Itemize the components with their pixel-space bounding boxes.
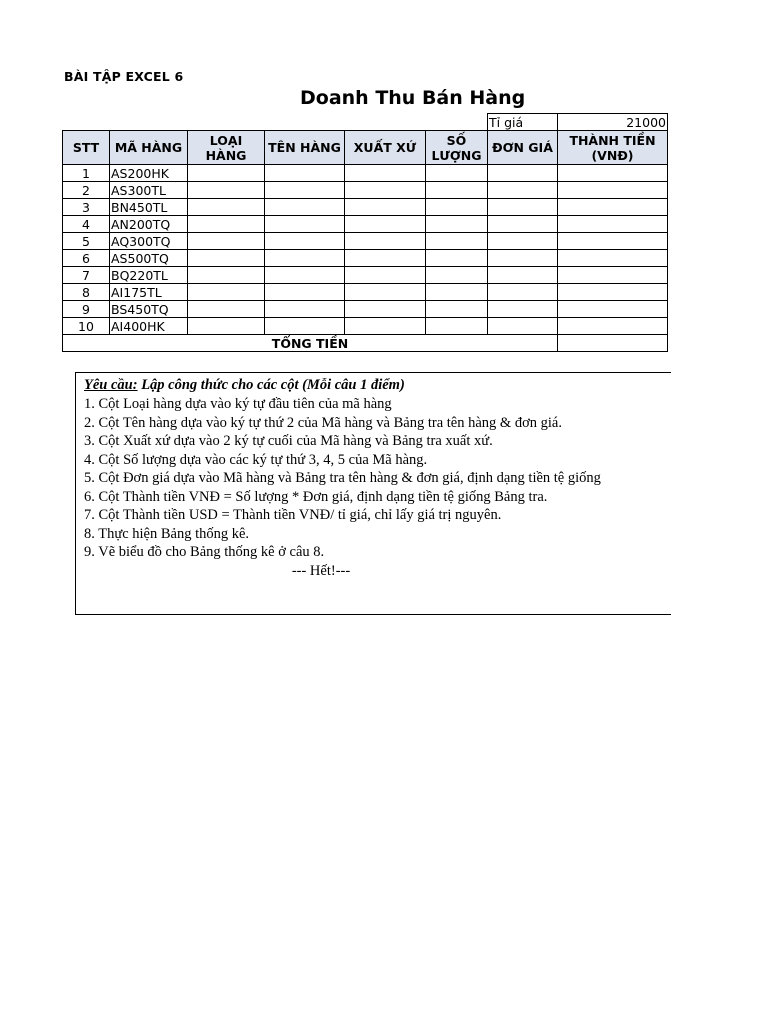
thanh-tien-cell[interactable] <box>558 250 668 267</box>
ma-hang-cell[interactable]: AS300TL <box>110 182 188 199</box>
ten-hang-cell[interactable] <box>265 301 345 318</box>
thanh-tien-cell[interactable] <box>558 318 668 335</box>
ma-hang-cell[interactable]: AI400HK <box>110 318 188 335</box>
table-row <box>63 267 668 284</box>
total-label[interactable]: TỔNG TIỀN <box>63 335 558 352</box>
header-ma-hang[interactable]: MÃ HÀNG <box>110 131 188 165</box>
xuat-xu-cell[interactable] <box>345 284 426 301</box>
ma-hang-cell[interactable]: AN200TQ <box>110 216 188 233</box>
requirements-heading <box>84 376 671 395</box>
don-gia-cell[interactable] <box>488 318 558 335</box>
xuat-xu-cell[interactable] <box>345 165 426 182</box>
so-luong-cell[interactable] <box>426 165 488 182</box>
so-luong-cell[interactable] <box>426 318 488 335</box>
don-gia-cell[interactable] <box>488 199 558 216</box>
requirement-item: 6. Cột Thành tiền VNĐ = Số lượng * Đơn giá, định dạng tiền tệ giống Bảng tra. <box>84 488 548 505</box>
don-gia-cell[interactable] <box>488 284 558 301</box>
don-gia-cell[interactable] <box>488 267 558 284</box>
don-gia-cell[interactable] <box>488 165 558 182</box>
thanh-tien-cell[interactable] <box>558 284 668 301</box>
thanh-tien-cell[interactable] <box>558 182 668 199</box>
total-value-cell[interactable] <box>558 335 668 352</box>
sales-table <box>62 113 668 352</box>
end-marker: --- Hết!--- <box>291 562 351 579</box>
loai-hang-cell[interactable] <box>188 199 265 216</box>
header-so-luong[interactable]: SỐ LƯỢNG <box>426 131 488 165</box>
xuat-xu-cell[interactable] <box>345 216 426 233</box>
table-row <box>63 233 668 250</box>
loai-hang-cell[interactable] <box>188 250 265 267</box>
xuat-xu-cell[interactable] <box>345 233 426 250</box>
requirements-heading-label: Yêu cầu: <box>84 377 138 393</box>
don-gia-cell[interactable] <box>488 216 558 233</box>
stt-cell[interactable]: 3 <box>63 199 110 216</box>
table-row <box>63 318 668 335</box>
exercise-title: BÀI TẬP EXCEL 6 <box>64 69 184 84</box>
table-row <box>63 182 668 199</box>
blank-cell <box>63 114 488 131</box>
requirement-item: 7. Cột Thành tiền USD = Thành tiền VNĐ/ tỉ giá, chỉ lấy giá trị nguyên. <box>84 507 502 523</box>
loai-hang-cell[interactable] <box>188 182 265 199</box>
stt-cell[interactable]: 7 <box>63 267 110 284</box>
loai-hang-cell[interactable] <box>188 284 265 301</box>
stt-cell[interactable]: 6 <box>63 250 110 267</box>
don-gia-cell[interactable] <box>488 301 558 318</box>
exchange-rate-label[interactable]: Tỉ giá <box>488 114 558 131</box>
requirements-heading-text: Lập công thức cho các cột (Mỗi câu 1 điểm) <box>137 377 405 393</box>
ten-hang-cell[interactable] <box>265 318 345 335</box>
header-loai-hang[interactable]: LOẠI HÀNG <box>188 131 265 165</box>
stt-cell[interactable]: 8 <box>63 284 110 301</box>
xuat-xu-cell[interactable] <box>345 250 426 267</box>
loai-hang-cell[interactable] <box>188 216 265 233</box>
table-body <box>63 165 668 335</box>
ma-hang-cell[interactable]: BN450TL <box>110 199 188 216</box>
header-don-gia[interactable]: ĐƠN GIÁ <box>488 131 558 165</box>
ten-hang-cell[interactable] <box>265 199 345 216</box>
header-stt[interactable]: STT <box>63 131 110 165</box>
stt-cell[interactable]: 1 <box>63 165 110 182</box>
ten-hang-cell[interactable] <box>265 284 345 301</box>
header-xuat-xu[interactable]: XUẤT XỨ <box>345 131 426 165</box>
loai-hang-cell[interactable] <box>188 233 265 250</box>
table-header-row <box>63 131 668 165</box>
header-ten-hang[interactable]: TÊN HÀNG <box>265 131 345 165</box>
xuat-xu-cell[interactable] <box>345 182 426 199</box>
thanh-tien-cell[interactable] <box>558 199 668 216</box>
stt-cell[interactable]: 4 <box>63 216 110 233</box>
total-row <box>63 335 668 352</box>
ten-hang-cell[interactable] <box>265 233 345 250</box>
exchange-rate-row <box>63 114 668 131</box>
so-luong-cell[interactable] <box>426 284 488 301</box>
requirement-item: 4. Cột Số lượng dựa vào các ký tự thứ 3, 4, 5 của Mã hàng. <box>84 451 428 468</box>
requirement-item: 3. Cột Xuất xứ dựa vào 2 ký tự cuối của Mã hàng và Bảng tra xuất xứ. <box>84 433 493 449</box>
loai-hang-cell[interactable] <box>188 165 265 182</box>
table-row <box>63 199 668 216</box>
table-row <box>63 216 668 233</box>
so-luong-cell[interactable] <box>426 301 488 318</box>
loai-hang-cell[interactable] <box>188 318 265 335</box>
table-row <box>63 284 668 301</box>
thanh-tien-cell[interactable] <box>558 301 668 318</box>
ma-hang-cell[interactable]: AQ300TQ <box>110 233 188 250</box>
thanh-tien-cell[interactable] <box>558 233 668 250</box>
ten-hang-cell[interactable] <box>265 250 345 267</box>
loai-hang-cell[interactable] <box>188 267 265 284</box>
table-row <box>63 165 668 182</box>
header-thanh-tien[interactable]: THÀNH TIỀN (VNĐ) <box>558 131 668 165</box>
ma-hang-cell[interactable]: BS450TQ <box>110 301 188 318</box>
table-row <box>63 250 668 267</box>
ma-hang-cell[interactable]: BQ220TL <box>110 267 188 284</box>
so-luong-cell[interactable] <box>426 182 488 199</box>
stt-cell[interactable]: 2 <box>63 182 110 199</box>
xuat-xu-cell[interactable] <box>345 267 426 284</box>
so-luong-cell[interactable] <box>426 250 488 267</box>
requirement-item: 2. Cột Tên hàng dựa vào ký tự thứ 2 của Mã hàng và Bảng tra tên hàng & đơn giá. <box>84 414 562 431</box>
ten-hang-cell[interactable] <box>265 267 345 284</box>
stt-cell[interactable]: 10 <box>63 318 110 335</box>
ten-hang-cell[interactable] <box>265 216 345 233</box>
page-title: Doanh Thu Bán Hàng <box>300 87 526 109</box>
requirement-item: 5. Cột Đơn giá dựa vào Mã hàng và Bảng tra tên hàng & đơn giá, định dạng tiền tệ giống <box>84 470 601 486</box>
thanh-tien-cell[interactable] <box>558 267 668 284</box>
loai-hang-cell[interactable] <box>188 301 265 318</box>
don-gia-cell[interactable] <box>488 182 558 199</box>
don-gia-cell[interactable] <box>488 233 558 250</box>
requirement-item: 8. Thực hiện Bảng thống kê. <box>84 525 250 542</box>
requirement-item: 9. Vẽ biểu đồ cho Bảng thống kê ở câu 8. <box>84 544 325 560</box>
xuat-xu-cell[interactable] <box>345 318 426 335</box>
ten-hang-cell[interactable] <box>265 182 345 199</box>
xuat-xu-cell[interactable] <box>345 301 426 318</box>
table-row <box>63 301 668 318</box>
requirements-box <box>75 372 671 615</box>
ma-hang-cell[interactable]: AI175TL <box>110 284 188 301</box>
ma-hang-cell[interactable]: AS500TQ <box>110 250 188 267</box>
thanh-tien-cell[interactable] <box>558 216 668 233</box>
so-luong-cell[interactable] <box>426 267 488 284</box>
so-luong-cell[interactable] <box>426 199 488 216</box>
so-luong-cell[interactable] <box>426 233 488 250</box>
stt-cell[interactable]: 5 <box>63 233 110 250</box>
stt-cell[interactable]: 9 <box>63 301 110 318</box>
don-gia-cell[interactable] <box>488 250 558 267</box>
ma-hang-cell[interactable]: AS200HK <box>110 165 188 182</box>
thanh-tien-cell[interactable] <box>558 165 668 182</box>
xuat-xu-cell[interactable] <box>345 199 426 216</box>
ten-hang-cell[interactable] <box>265 165 345 182</box>
exchange-rate-value[interactable]: 21000 <box>558 114 668 131</box>
so-luong-cell[interactable] <box>426 216 488 233</box>
requirement-item: 1. Cột Loại hàng dựa vào ký tự đầu tiên của mã hàng <box>84 396 392 412</box>
